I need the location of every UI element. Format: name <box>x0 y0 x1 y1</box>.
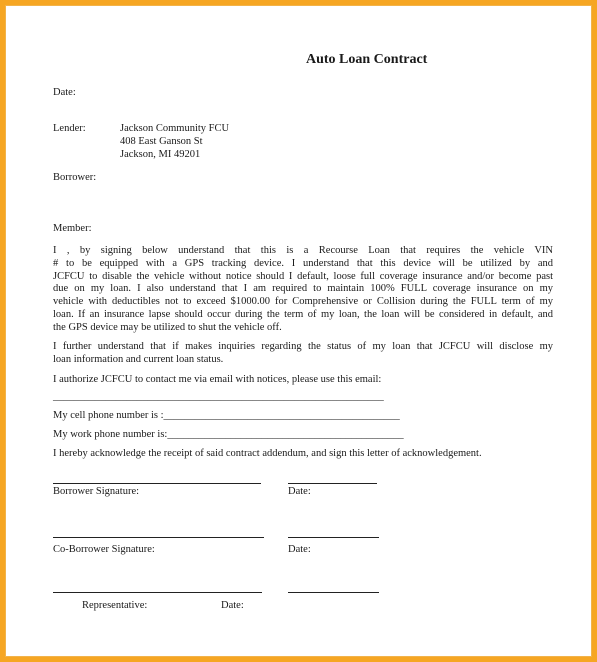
borrower-signature-label: Borrower Signature: <box>53 486 140 497</box>
member-label: Member: <box>53 223 92 234</box>
paragraph-line: loan information and current loan status. <box>53 353 224 365</box>
paragraph-line: I , by signing below understand that this is a Recourse Loan that requires the vehicle VIN <box>53 245 553 256</box>
email-field[interactable]: _______________________________________________________________ <box>53 391 384 402</box>
document-page <box>5 5 592 657</box>
lender-name: Jackson Community FCU <box>120 123 230 134</box>
coborrower-signature-label: Co-Borrower Signature: <box>53 544 155 555</box>
paragraph-line: loan. If an insurance lapse should occur during the term of my loan, the loan will be considered in default, and <box>53 308 553 320</box>
coborrower-date-line[interactable] <box>288 537 379 538</box>
work-phone-field[interactable]: My work phone number is:_____________________________________________ <box>53 429 404 440</box>
paragraph-line: JCFCU to disable the vehicle without notice should I default, loose full coverage insurance and/or become past <box>53 270 553 282</box>
disclosure-paragraph <box>53 341 553 367</box>
borrower-date-line[interactable] <box>288 483 377 484</box>
lender-address-line1: 408 East Ganson St <box>120 136 203 147</box>
lender-label: Lender: <box>53 123 86 134</box>
paragraph-line: vehicle with deductibles not to exceed $1000.00 for Comprehensive or Collision during the FULL term of my <box>53 296 553 308</box>
representative-date-label: Date: <box>221 600 244 611</box>
email-authorization-text: I authorize JCFCU to contact me via email with notices, please use this email: <box>53 374 382 385</box>
paragraph-line: due on my loan. I also understand that I am required to maintain 100% FULL coverage insurance on my <box>53 283 553 295</box>
coborrower-date-label: Date: <box>288 544 311 555</box>
cell-phone-field[interactable]: My cell phone number is :_____________________________________________ <box>53 410 400 421</box>
date-label: Date: <box>53 87 76 98</box>
acknowledgement-text: I hereby acknowledge the receipt of said contract addendum, and sign this letter of acknowledgement. <box>53 448 482 459</box>
lender-address-line2: Jackson, MI 49201 <box>120 149 201 160</box>
representative-signature-line[interactable] <box>53 592 262 593</box>
representative-date-line[interactable] <box>288 592 379 593</box>
representative-label: Representative: <box>82 600 148 611</box>
borrower-signature-line[interactable] <box>53 483 261 484</box>
paragraph-line: # to be equipped with a GPS tracking device. I understand that this device will be utilized by and <box>53 257 553 269</box>
paragraph-line: the GPS device may be utilized to shut the vehicle off. <box>53 321 282 333</box>
borrower-date-label: Date: <box>288 486 311 497</box>
paragraph-line: I further understand that if makes inquiries regarding the status of my loan that JCFCU will disclose my <box>53 341 553 352</box>
gps-recourse-paragraph <box>53 245 553 335</box>
document-title: Auto Loan Contract <box>306 52 428 67</box>
borrower-label: Borrower: <box>53 172 97 183</box>
coborrower-signature-line[interactable] <box>53 537 264 538</box>
